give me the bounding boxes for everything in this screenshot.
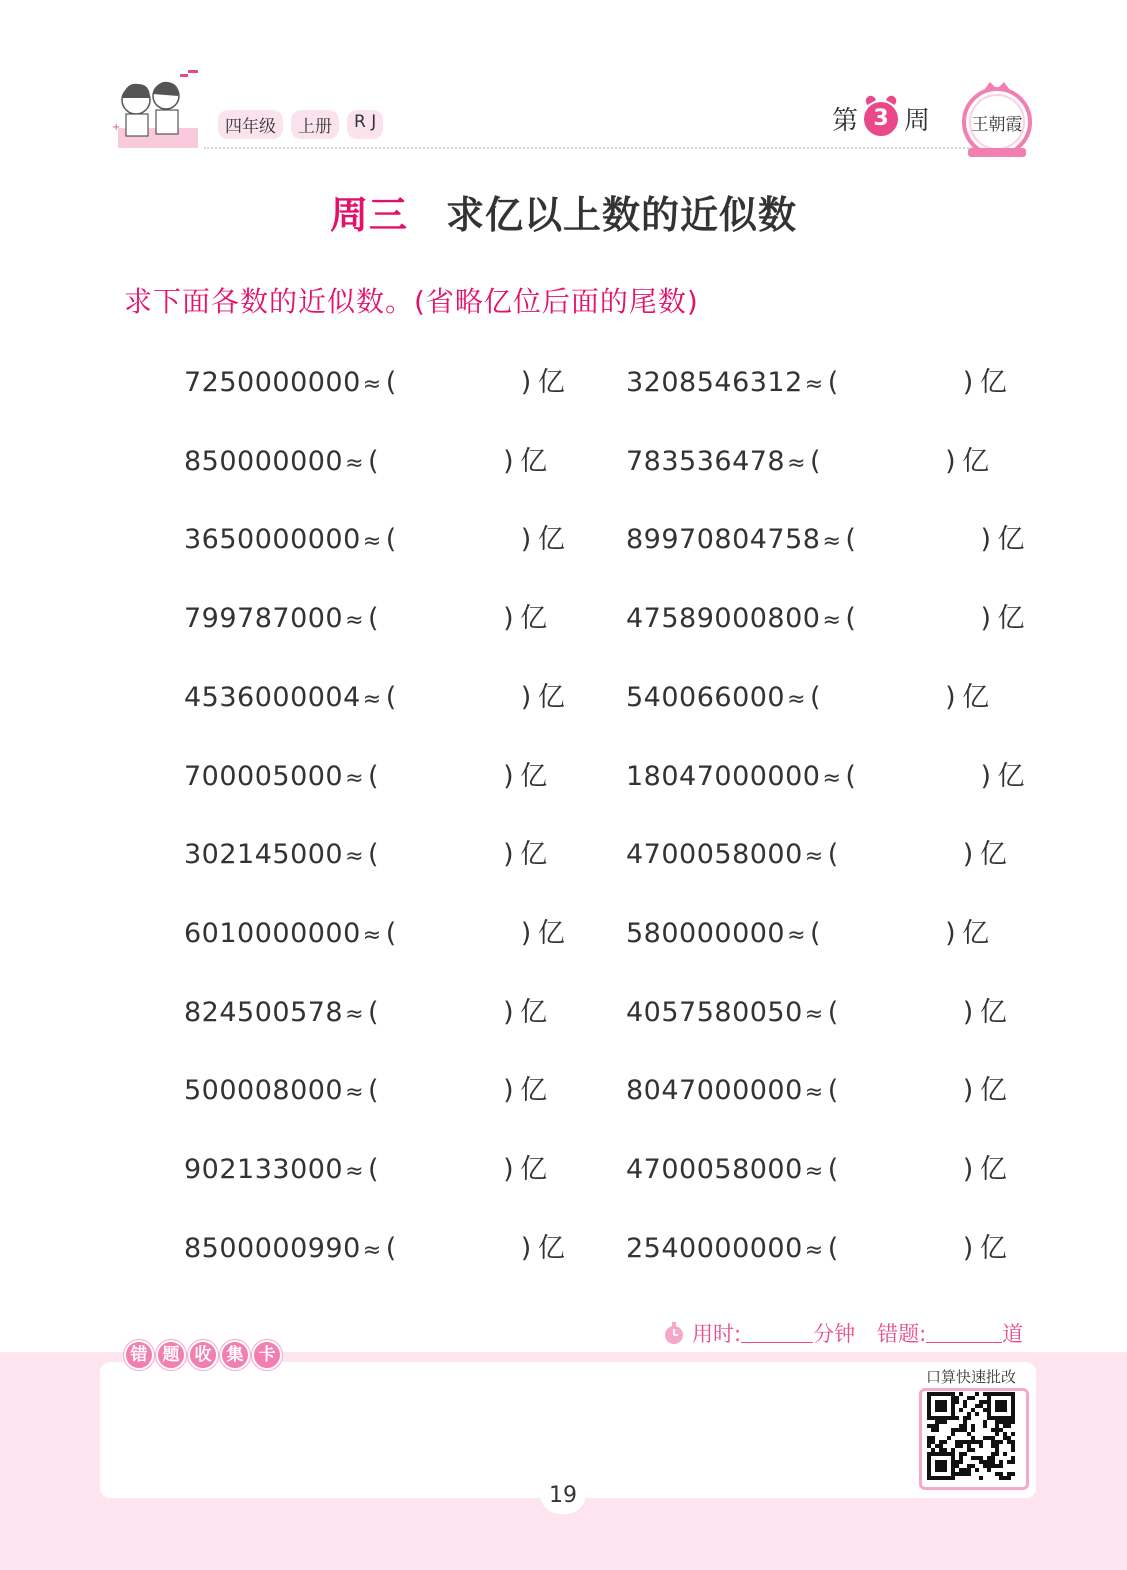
problem-item xyxy=(184,990,548,1029)
unit-label: 亿 xyxy=(520,760,548,792)
approx-sign: ≈ xyxy=(362,686,382,712)
unit-label: 亿 xyxy=(520,839,548,871)
qr-caption: 口算快速批改 xyxy=(926,1368,1017,1386)
title-topic: 求亿以上数的近似数 xyxy=(446,193,798,237)
paren-left: ( xyxy=(845,603,857,635)
unit-label: 亿 xyxy=(537,1232,566,1264)
problem-item xyxy=(626,517,1025,556)
badge-text: 王朝霞 xyxy=(971,115,1023,135)
approx-sign: ≈ xyxy=(345,608,365,634)
problem-item xyxy=(184,675,565,714)
unit-label: 亿 xyxy=(979,1154,1008,1185)
problem-item xyxy=(184,832,548,871)
problem-number: 18047000000 xyxy=(626,760,821,792)
problem-number: 824500578 xyxy=(184,996,344,1028)
time-unit: 分钟 xyxy=(813,1322,856,1346)
paren-left: ( xyxy=(827,1075,839,1107)
paren-right: ) xyxy=(503,1154,515,1185)
week-number-badge: 3 xyxy=(864,102,898,136)
problem-number: 4057580050 xyxy=(626,996,803,1028)
unit-label: 亿 xyxy=(979,1075,1008,1107)
unit-label: 亿 xyxy=(520,1154,548,1185)
paren-left: ( xyxy=(368,603,380,635)
card-title-char: 错 xyxy=(124,1340,154,1370)
week-suffix: 周 xyxy=(904,106,931,136)
paren-right: ) xyxy=(503,839,515,871)
unit-label: 亿 xyxy=(979,839,1008,871)
problem-number: 4700058000 xyxy=(626,1154,803,1185)
paren-left: ( xyxy=(827,996,839,1028)
unit-label: 亿 xyxy=(520,996,548,1028)
time-label: 用时: xyxy=(692,1322,742,1346)
paren-right: ) xyxy=(503,1075,515,1107)
problem-number: 902133000 xyxy=(184,1154,344,1185)
paren-right: ) xyxy=(945,681,957,713)
header-divider xyxy=(204,147,977,149)
paren-left: ( xyxy=(368,839,380,871)
problem-number: 850000000 xyxy=(184,445,344,477)
paren-left: ( xyxy=(845,524,857,556)
unit-label: 亿 xyxy=(997,603,1025,635)
problem-number: 8500000990 xyxy=(184,1232,361,1264)
unit-label: 亿 xyxy=(537,524,566,556)
paren-left: ( xyxy=(810,681,822,713)
grade-tags xyxy=(218,110,383,139)
problem-item xyxy=(184,517,565,556)
paren-right: ) xyxy=(945,917,957,949)
problem-item xyxy=(184,1147,548,1186)
problem-number: 580000000 xyxy=(626,917,786,949)
paren-left: ( xyxy=(368,996,380,1028)
volume-tag: 上册 xyxy=(291,110,339,139)
approx-sign: ≈ xyxy=(804,1159,824,1184)
unit-label: 亿 xyxy=(537,917,566,949)
approx-sign: ≈ xyxy=(345,1001,365,1027)
paren-left: ( xyxy=(368,1154,380,1185)
errors-blank[interactable] xyxy=(926,1324,1002,1343)
problem-item xyxy=(626,1068,1007,1107)
qr-code[interactable] xyxy=(919,1388,1029,1490)
paren-right: ) xyxy=(503,996,515,1028)
unit-label: 亿 xyxy=(520,445,548,477)
problem-number: 6010000000 xyxy=(184,917,361,949)
approx-sign: ≈ xyxy=(362,529,382,555)
stopwatch-icon xyxy=(662,1321,686,1345)
card-title-char: 集 xyxy=(220,1340,250,1370)
paren-left: ( xyxy=(368,760,380,792)
problem-number: 89970804758 xyxy=(626,524,821,556)
week-prefix: 第 xyxy=(832,106,859,136)
approx-sign: ≈ xyxy=(362,1237,382,1263)
problem-item xyxy=(626,439,990,478)
unit-label: 亿 xyxy=(997,760,1025,792)
problem-item xyxy=(626,1226,1007,1265)
paren-right: ) xyxy=(962,367,974,398)
approx-sign: ≈ xyxy=(345,765,365,791)
problem-number: 4700058000 xyxy=(626,839,803,871)
paren-right: ) xyxy=(503,445,515,477)
paren-right: ) xyxy=(962,1154,974,1185)
paren-right: ) xyxy=(503,603,515,635)
approx-sign: ≈ xyxy=(804,372,824,397)
paren-right: ) xyxy=(520,917,532,949)
approx-sign: ≈ xyxy=(345,1080,365,1106)
paren-left: ( xyxy=(810,445,822,477)
problem-number: 8047000000 xyxy=(626,1075,803,1107)
paren-right: ) xyxy=(980,524,992,556)
paren-right: ) xyxy=(962,839,974,871)
paren-left: ( xyxy=(368,1075,380,1107)
card-title-char: 卡 xyxy=(252,1340,282,1370)
problem-number: 302145000 xyxy=(184,839,344,871)
problem-item xyxy=(626,596,1025,635)
problem-number: 4536000004 xyxy=(184,681,361,713)
errors-unit: 道 xyxy=(1002,1322,1024,1346)
page-number: 19 xyxy=(540,1474,586,1514)
approx-sign: ≈ xyxy=(804,844,824,870)
svg-text:+: + xyxy=(112,122,121,133)
unit-label: 亿 xyxy=(979,1232,1008,1264)
paren-left: ( xyxy=(827,1232,839,1264)
unit-label: 亿 xyxy=(962,681,990,713)
paren-left: ( xyxy=(368,445,380,477)
approx-sign: ≈ xyxy=(804,1237,824,1263)
problem-item xyxy=(184,439,548,478)
approx-sign: ≈ xyxy=(822,765,842,791)
approx-sign: ≈ xyxy=(362,922,382,948)
paren-left: ( xyxy=(810,917,822,949)
paren-right: ) xyxy=(980,603,992,635)
brand-badge-icon xyxy=(960,80,1034,160)
problem-number: 799787000 xyxy=(184,603,344,635)
title-day: 周三 xyxy=(329,193,408,237)
problem-item xyxy=(184,596,548,635)
approx-sign: ≈ xyxy=(822,608,842,634)
problem-item xyxy=(184,1226,565,1265)
card-title-char: 收 xyxy=(188,1340,218,1370)
qr-code-icon xyxy=(922,1391,1020,1481)
problem-item xyxy=(626,754,1025,793)
unit-label: 亿 xyxy=(997,524,1025,556)
grade-tag: 四年级 xyxy=(218,110,283,139)
paren-right: ) xyxy=(520,681,532,713)
edition-tag: R J xyxy=(347,110,383,139)
problem-number: 3208546312 xyxy=(626,367,803,398)
paren-left: ( xyxy=(827,1154,839,1185)
problem-item xyxy=(626,1147,1007,1186)
approx-sign: ≈ xyxy=(362,372,382,397)
paren-right: ) xyxy=(962,1075,974,1107)
paren-left: ( xyxy=(385,367,397,398)
card-title-char: 题 xyxy=(156,1340,186,1370)
paren-right: ) xyxy=(962,996,974,1028)
paren-left: ( xyxy=(385,1232,397,1264)
unit-label: 亿 xyxy=(520,603,548,635)
unit-label: 亿 xyxy=(537,367,566,398)
approx-sign: ≈ xyxy=(345,450,365,476)
unit-label: 亿 xyxy=(537,681,566,713)
mistake-card-title xyxy=(124,1340,282,1370)
problem-item xyxy=(626,832,1007,871)
paren-right: ) xyxy=(520,367,532,398)
problem-number: 3650000000 xyxy=(184,524,361,556)
paren-right: ) xyxy=(945,445,957,477)
approx-sign: ≈ xyxy=(804,1080,824,1106)
problem-item xyxy=(626,990,1007,1029)
problem-number: 7250000000 xyxy=(184,367,361,398)
problem-number: 47589000800 xyxy=(626,603,821,635)
problem-number: 540066000 xyxy=(626,681,786,713)
problem-item xyxy=(184,754,548,793)
instruction-text: 求下面各数的近似数。(省略亿位后面的尾数) xyxy=(124,285,699,318)
approx-sign: ≈ xyxy=(822,529,842,555)
approx-sign: ≈ xyxy=(787,922,807,948)
unit-label: 亿 xyxy=(979,367,1008,398)
approx-sign: ≈ xyxy=(345,1159,365,1184)
problem-item xyxy=(626,675,990,714)
paren-left: ( xyxy=(385,681,397,713)
problem-item xyxy=(626,360,1007,399)
paren-right: ) xyxy=(980,760,992,792)
time-blank[interactable] xyxy=(741,1324,813,1343)
unit-label: 亿 xyxy=(979,996,1008,1028)
approx-sign: ≈ xyxy=(804,1001,824,1027)
paren-right: ) xyxy=(520,524,532,556)
problem-item xyxy=(184,360,565,399)
paren-left: ( xyxy=(845,760,857,792)
problem-number: 500008000 xyxy=(184,1075,344,1107)
page-title xyxy=(0,184,1127,239)
problem-item xyxy=(626,911,990,950)
paren-left: ( xyxy=(827,367,839,398)
problem-item xyxy=(184,1068,548,1107)
approx-sign: ≈ xyxy=(787,450,807,476)
paren-left: ( xyxy=(385,524,397,556)
paren-left: ( xyxy=(385,917,397,949)
errors-label: 错题: xyxy=(877,1322,927,1346)
paren-left: ( xyxy=(827,839,839,871)
unit-label: 亿 xyxy=(962,445,990,477)
approx-sign: ≈ xyxy=(345,844,365,870)
problem-number: 2540000000 xyxy=(626,1232,803,1264)
problem-item xyxy=(184,911,565,950)
children-illustration-icon xyxy=(108,70,206,154)
week-indicator xyxy=(832,100,930,137)
approx-sign: ≈ xyxy=(787,686,807,712)
paren-right: ) xyxy=(503,760,515,792)
paren-right: ) xyxy=(962,1232,974,1264)
time-record xyxy=(662,1318,1023,1348)
paren-right: ) xyxy=(520,1232,532,1264)
unit-label: 亿 xyxy=(520,1075,548,1107)
problem-number: 700005000 xyxy=(184,760,344,792)
unit-label: 亿 xyxy=(962,917,990,949)
problem-number: 783536478 xyxy=(626,445,786,477)
